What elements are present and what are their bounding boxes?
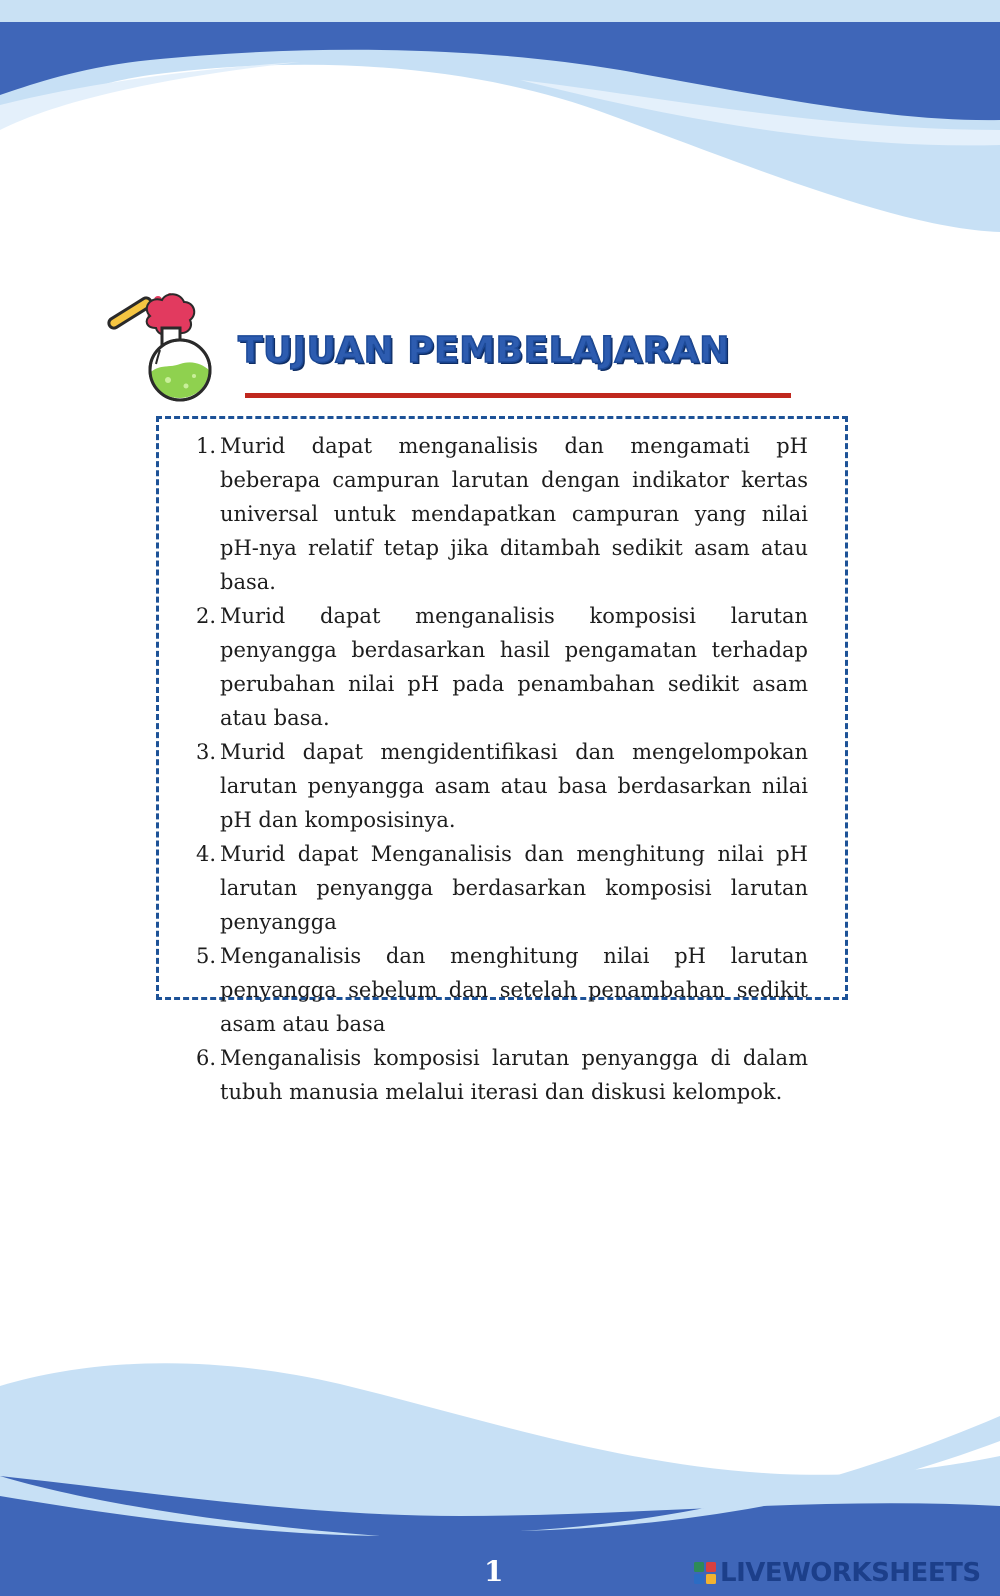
learning-goals-list xyxy=(196,429,808,1109)
goal-item-4 xyxy=(196,837,808,939)
goal-text: Murid dapat mengidentifikasi dan mengelompokan larutan penyangga asam atau basa berdasarkan nilai pH dan komposisinya. xyxy=(220,740,808,832)
goal-item-1 xyxy=(196,429,808,599)
goal-item-2 xyxy=(196,599,808,735)
learning-goals-box xyxy=(156,416,848,1104)
goal-text: Murid dapat menganalisis komposisi larutan penyangga berdasarkan hasil pengamatan terhadap perubahan nilai pH pada penambahan sedikit asam atau basa. xyxy=(220,604,808,730)
goal-number: 4. xyxy=(196,842,217,866)
goal-number: 5. xyxy=(196,944,217,968)
goal-text: Menganalisis komposisi larutan penyangga di dalam tubuh manusia melalui iterasi dan diskusi kelompok. xyxy=(220,1046,808,1104)
goal-item-3 xyxy=(196,735,808,837)
title-underline xyxy=(245,393,791,398)
page-number: 1 xyxy=(484,1555,504,1588)
goal-item-5 xyxy=(196,939,808,1041)
chemistry-flask-icon xyxy=(102,288,222,404)
top-wave-decoration xyxy=(0,0,1000,240)
liveworksheets-logo-icon xyxy=(694,1562,716,1584)
goal-text: Murid dapat Menganalisis dan menghitung nilai pH larutan penyangga berdasarkan komposisi larutan penyangga xyxy=(220,842,808,934)
goal-text: Murid dapat menganalisis dan mengamati pH beberapa campuran larutan dengan indikator kertas universal untuk mendapatkan campuran yang nilai pH-nya relatif tetap jika ditambah sedikit asam atau basa. xyxy=(220,434,808,594)
goal-item-6 xyxy=(196,1041,808,1109)
goal-number: 3. xyxy=(196,740,217,764)
page-title: TUJUAN PEMBELAJARAN xyxy=(238,330,730,371)
goal-text: Menganalisis dan menghitung nilai pH larutan penyangga sebelum dan setelah penambahan sedikit asam atau basa xyxy=(220,944,808,1036)
liveworksheets-wordmark: LIVEWORKSHEETS xyxy=(720,1558,981,1588)
goal-number: 1. xyxy=(196,434,217,458)
liveworksheets-brand xyxy=(694,1558,981,1588)
goal-number: 2. xyxy=(196,604,217,628)
goal-number: 6. xyxy=(196,1046,217,1070)
